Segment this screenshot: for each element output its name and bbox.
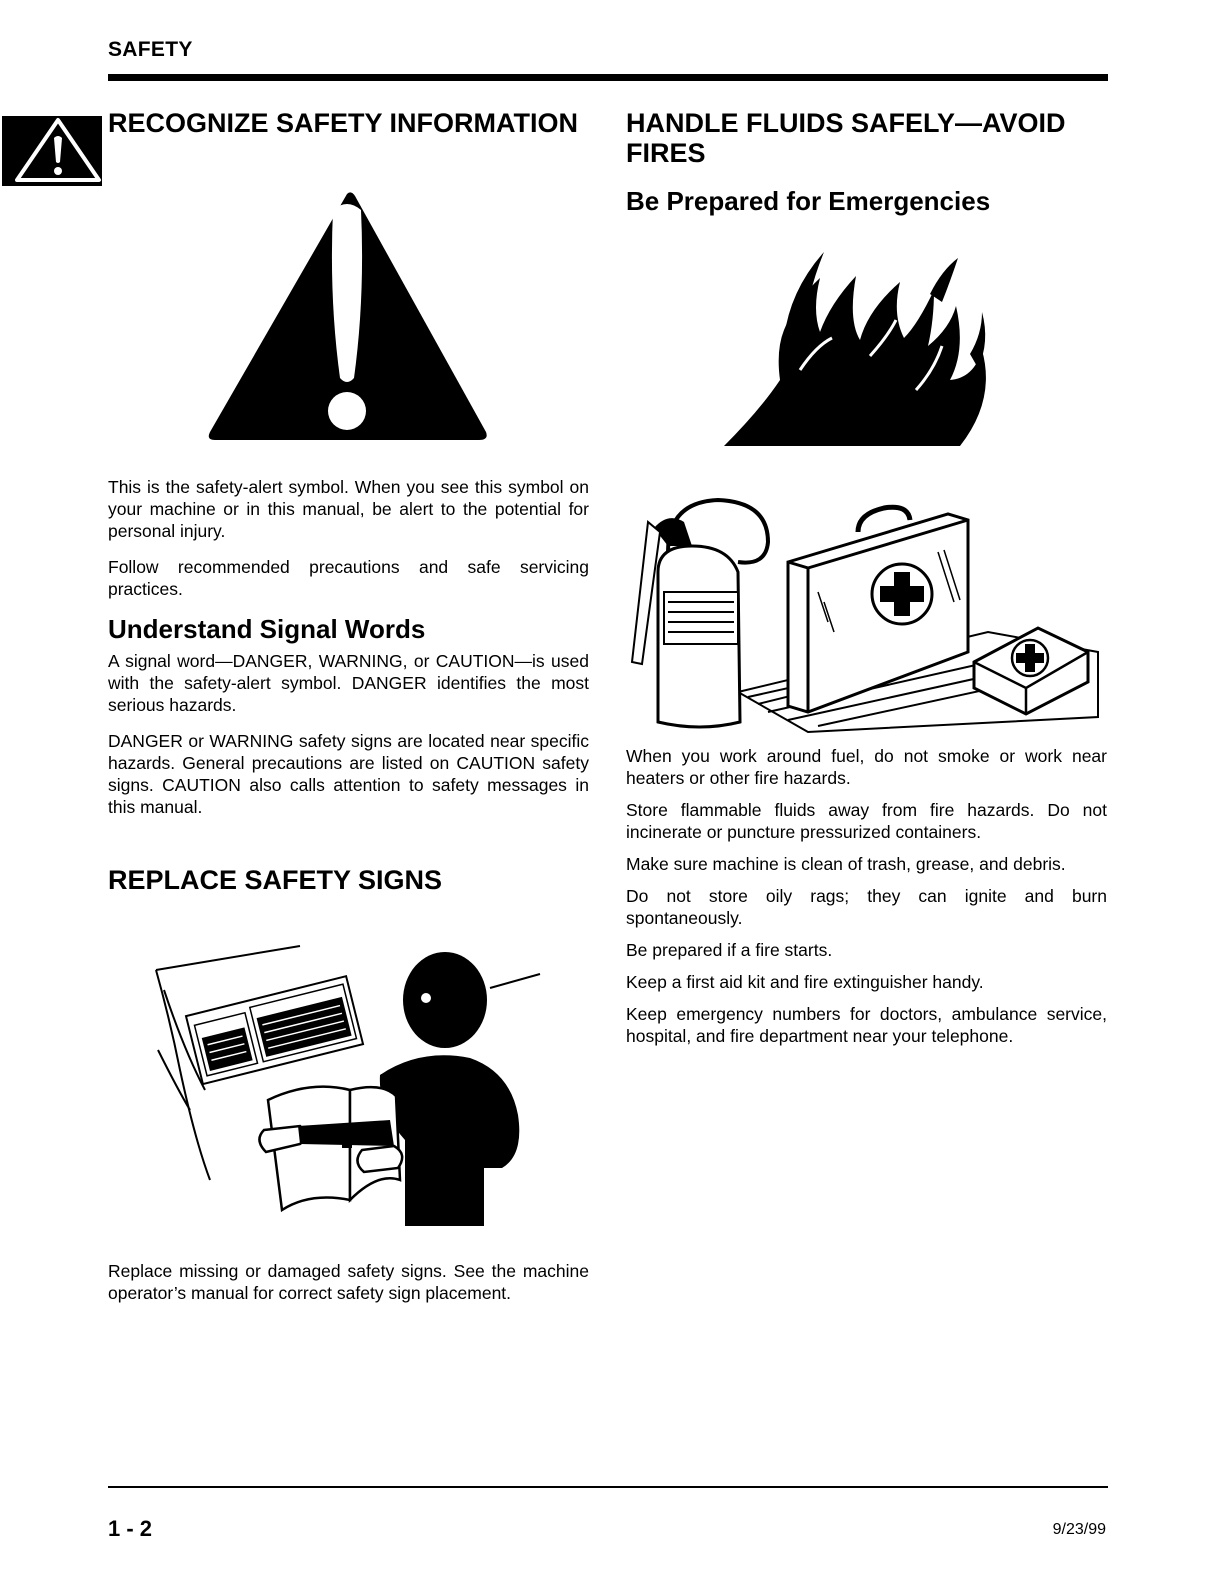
fluids-paragraph-4: Do not store oily rags; they can ignite and burn spontaneously. (626, 886, 1107, 928)
section-tab (2, 116, 102, 186)
first-aid-kit-extinguisher-illustration (628, 492, 1103, 737)
safety-alert-symbol-icon (205, 188, 490, 444)
fluids-paragraph-6: Keep a first aid kit and fire extinguisher handy. (626, 972, 984, 992)
fluids-title: HANDLE FLUIDS SAFELY—AVOID FIRES (626, 108, 1066, 168)
reading-manual-illustration (150, 940, 550, 1230)
intro-paragraph-2: Follow recommended precautions and safe servicing practices. (108, 557, 589, 599)
intro-paragraph-1: This is the safety-alert symbol. When you see this symbol on your machine or in this manual, be alert to the potential for personal injury. (108, 477, 589, 541)
fluids-paragraph-7: Keep emergency numbers for doctors, ambulance service, hospital, and fire department near your telephone. (626, 1004, 1107, 1046)
fluids-paragraph-5: Be prepared if a fire starts. (626, 940, 833, 960)
page-number: 1 - 2 (108, 1516, 153, 1541)
fluids-paragraph-3: Make sure machine is clean of trash, grease, and debris. (626, 854, 1066, 874)
signal-words-paragraph-2: DANGER or WARNING safety signs are located near specific hazards. General precautions are listed on CAUTION safety signs. CAUTION also calls attention to safety messages in this manual. (108, 731, 589, 817)
alert-triangle-icon (2, 116, 102, 186)
section-title: RECOGNIZE SAFETY INFORMATION (108, 108, 579, 138)
section-label: SAFETY (108, 38, 193, 61)
fluids-paragraph-1: When you work around fuel, do not smoke or work near heaters or other fire hazards. (626, 746, 1107, 788)
replace-signs-heading: REPLACE SAFETY SIGNS (108, 865, 443, 895)
signal-words-paragraph-1: A signal word—DANGER, WARNING, or CAUTION—is used with the safety-alert symbol. DANGER identifies the most serious hazards. (108, 651, 589, 715)
footer-rule (108, 1486, 1108, 1488)
fire-icon (720, 250, 995, 450)
revision-date: 9/23/99 (1052, 1521, 1106, 1538)
signal-words-heading: Understand Signal Words (108, 614, 426, 644)
replace-signs-paragraph: Replace missing or damaged safety signs. See the machine operator’s manual for correct safety sign placement. (108, 1261, 589, 1303)
emergencies-subheading: Be Prepared for Emergencies (626, 186, 991, 216)
header-rule (108, 74, 1108, 81)
fluids-paragraph-2: Store flammable fluids away from fire hazards. Do not incinerate or puncture pressurized containers. (626, 800, 1107, 842)
